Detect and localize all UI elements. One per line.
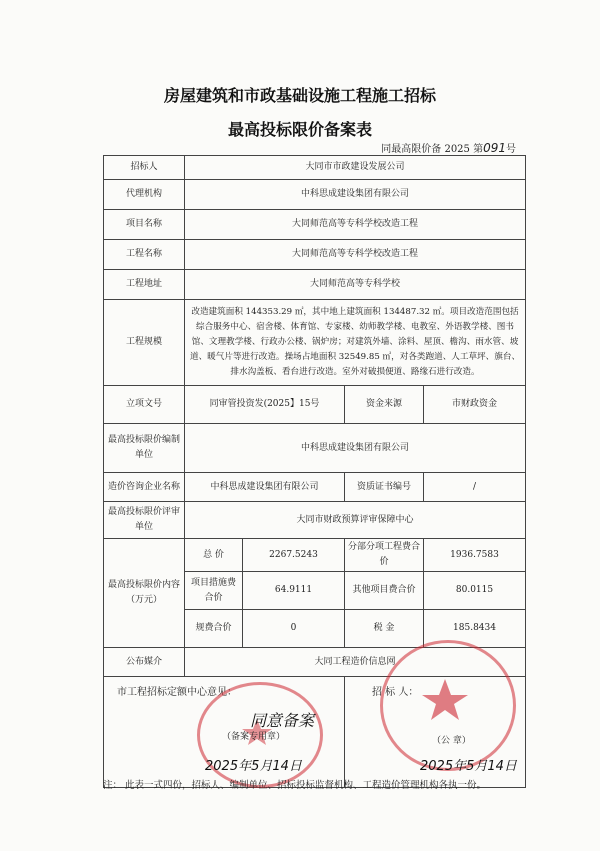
other-cost-value: 80.0115 bbox=[424, 572, 526, 610]
form-title: 房屋建筑和市政基础设施工程施工招标 bbox=[163, 86, 436, 105]
fund-source-label: 资金来源 bbox=[345, 386, 424, 424]
tenderer-signoff-date: 2025年5月14日 bbox=[420, 759, 517, 774]
table-row bbox=[104, 473, 526, 502]
tax-label: 税 金 bbox=[345, 610, 424, 648]
footnote: 注： 此表一式四份，招标人、编制单位、招标投标监督机构、工程造价管理机构各执一份。 bbox=[103, 780, 487, 791]
approval-value: 同审管投资发(2025】15号 bbox=[185, 386, 345, 424]
agency-value: 中科思成建设集团有限公司 bbox=[185, 180, 526, 210]
address-value: 大同师范高等专科学校 bbox=[185, 270, 526, 300]
media-label: 公布媒介 bbox=[104, 648, 185, 677]
compiler-label: 最高投标限价编制单位 bbox=[104, 424, 185, 473]
scale-value: 改造建筑面积 144353.29 ㎡，其中地上建筑面积 134487.32 ㎡。项目改造范围包括综合服务中心、宿舍楼、体育馆、专家楼、幼师教学楼、电教室、外语教学楼、图书馆、文理教学楼、行政办公楼、锅炉房；对建筑外墙、涂料、屋顶、檐沟、雨水管、坡道、暖气片等进行改造。操场占地面积 32549.85 ㎡，对各类跑道、人工草坪、旗台、排水沟盖板、看台进行改造。室外对破损便道、路缘石进行改造。 bbox=[185, 300, 526, 386]
center-signoff-date: 2025年5月14日 bbox=[205, 759, 302, 774]
approval-label: 立项文号 bbox=[104, 386, 185, 424]
doc-number-suffix: 号 bbox=[506, 144, 516, 155]
work-name-value: 大同师范高等专科学校改造工程 bbox=[185, 240, 526, 270]
subitem-cost-value: 1936.7583 bbox=[424, 539, 526, 572]
scale-label: 工程规模 bbox=[104, 300, 185, 386]
table-row bbox=[104, 270, 526, 300]
center-opinion-label: 市工程招标定额中心意见： bbox=[117, 687, 237, 698]
reviewer-label: 最高投标限价评审单位 bbox=[104, 502, 185, 539]
tenderer-label: 招标人 bbox=[104, 156, 185, 180]
tenderer-official-seal bbox=[380, 640, 516, 771]
table-row bbox=[104, 386, 526, 424]
cert-number-value: / bbox=[424, 473, 526, 502]
table-row bbox=[104, 300, 526, 386]
doc-number-prefix: 同最高限价备 2025 第 bbox=[381, 144, 484, 155]
tenderer-value: 大同市市政建设发展公司 bbox=[185, 156, 526, 180]
work-name-label: 工程名称 bbox=[104, 240, 185, 270]
price-section-label: 最高投标限价内容（万元） bbox=[104, 539, 185, 648]
measure-cost-value: 64.9111 bbox=[243, 572, 345, 610]
official-seal-caption: （公 章） bbox=[432, 736, 471, 746]
tenderer-seal-label: 招 标 人： bbox=[372, 687, 419, 698]
cert-number-label: 资质证书编号 bbox=[345, 473, 424, 502]
total-price-value: 2267.5243 bbox=[243, 539, 345, 572]
project-name-label: 项目名称 bbox=[104, 210, 185, 240]
other-cost-label: 其他项目费合价 bbox=[345, 572, 424, 610]
document-number bbox=[381, 140, 516, 155]
tax-value: 185.8434 bbox=[424, 610, 526, 648]
fund-source-value: 市财政资金 bbox=[424, 386, 526, 424]
fee-label: 规费合价 bbox=[185, 610, 243, 648]
fee-value: 0 bbox=[243, 610, 345, 648]
project-name-value: 大同师范高等专科学校改造工程 bbox=[185, 210, 526, 240]
address-label: 工程地址 bbox=[104, 270, 185, 300]
table-row bbox=[104, 210, 526, 240]
form-subtitle: 最高投标限价备案表 bbox=[227, 120, 372, 139]
table-row bbox=[104, 156, 526, 180]
media-value: 大同工程造价信息网 bbox=[185, 648, 526, 677]
measure-cost-label: 项目措施费合价 bbox=[185, 572, 243, 610]
reviewer-value: 大同市财政预算评审保障中心 bbox=[185, 502, 526, 539]
consultant-label: 造价咨询企业名称 bbox=[104, 473, 185, 502]
table-row bbox=[104, 240, 526, 270]
table-row bbox=[104, 180, 526, 210]
filing-seal-caption: （备案专用章） bbox=[222, 732, 286, 742]
table-row bbox=[104, 502, 526, 539]
table-row bbox=[104, 424, 526, 473]
doc-number-handwritten: 091 bbox=[483, 141, 506, 155]
agency-label: 代理机构 bbox=[104, 180, 185, 210]
subitem-cost-label: 分部分项工程费合价 bbox=[345, 539, 424, 572]
consultant-value: 中科思成建设集团有限公司 bbox=[185, 473, 345, 502]
handwritten-approval: 同意备案 bbox=[250, 711, 315, 730]
total-price-label: 总 价 bbox=[185, 539, 243, 572]
table-row bbox=[104, 539, 526, 572]
compiler-value: 中科思成建设集团有限公司 bbox=[185, 424, 526, 473]
